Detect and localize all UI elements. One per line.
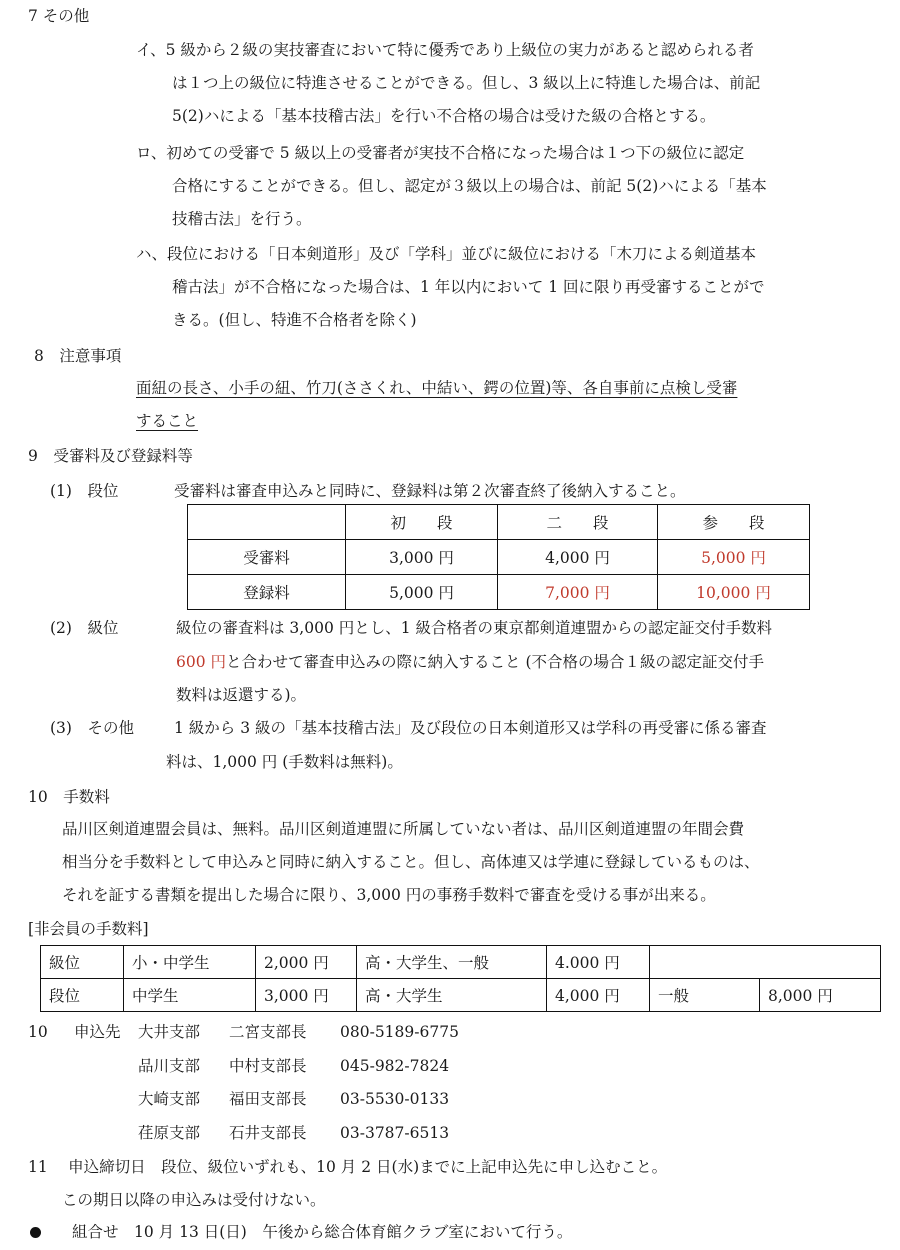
nonmember-dan-group-3: 一般 xyxy=(650,979,760,1012)
section-7-ro-line-3: 技稽古法」を行う。 xyxy=(172,210,312,228)
dan-fee-header-shodan: 初 段 xyxy=(346,505,498,540)
nonmember-dan-group-1: 中学生 xyxy=(124,979,256,1012)
registration-fee-label: 登録料 xyxy=(188,575,346,610)
certificate-fee-amount: 600 円 xyxy=(176,653,227,671)
apply-branch-1: 大井支部 xyxy=(138,1023,201,1041)
section-9-title: 9 受審料及び登録料等 xyxy=(28,447,193,465)
apply-number: 10 xyxy=(28,1023,48,1041)
nonmember-fee-table xyxy=(40,945,881,1012)
registration-fee-sandan: 10,000 円 xyxy=(658,575,810,610)
nonmember-dan-fee-1: 3,000 円 xyxy=(256,979,357,1012)
section-7-i-line-2: は１つ上の級位に特進させることができる。但し、3 級以上に特進した場合は、前記 xyxy=(172,74,761,92)
section-9-1-label: (1) 段位 xyxy=(50,482,119,500)
apply-person-1: 二宮支部長 xyxy=(229,1023,307,1041)
apply-person-4: 石井支部長 xyxy=(229,1124,307,1142)
section-10-line-1: 品川区剣道連盟会員は、無料。品川区剣道連盟に所属していない者は、品川区剣道連盟の年間会費 xyxy=(62,820,745,838)
apply-phone-1: 080-5189-6775 xyxy=(340,1023,459,1041)
section-9-2-label: (2) 級位 xyxy=(50,619,119,637)
section-7-ha-line-3: きる。(但し、特進不合格者を除く) xyxy=(172,311,417,329)
exam-fee-shodan: 3,000 円 xyxy=(346,540,498,575)
section-10-line-2: 相当分を手数料として申込みと同時に納入すること。但し、高体連又は学連に登録しているものは、 xyxy=(62,853,760,871)
section-9-2-line-2 xyxy=(176,652,764,672)
nonmember-kyu-group-2: 高・大学生、一般 xyxy=(357,946,547,979)
section-9-3-line-1: 1 級から 3 級の「基本技稽古法」及び段位の日本剣道形又は学科の再受審に係る審査 xyxy=(174,719,767,737)
section-7-i-line-1: イ、5 級から２級の実技審査において特に優秀であり上級位の実力があると認められる者 xyxy=(136,41,754,59)
section-9-2-line-3: 数料は返還する)。 xyxy=(176,686,307,704)
nonmember-kyu-empty xyxy=(650,946,881,979)
bullet-icon xyxy=(30,1227,41,1238)
section-9-2-line-1: 級位の審査料は 3,000 円とし、1 級合格者の東京都剣道連盟からの認定証交付手数料 xyxy=(176,619,773,637)
nonmember-dan-fee-2: 4,000 円 xyxy=(547,979,650,1012)
section-8-title: 8 注意事項 xyxy=(34,347,122,365)
table-row xyxy=(41,979,881,1012)
section-7-title: 7 その他 xyxy=(28,7,90,25)
section-11-title: 11 申込締切日 段位、級位いずれも、10 月 2 日(水)までに上記申込先に申し込むこと。 xyxy=(28,1158,668,1176)
apply-phone-3: 03-5530-0133 xyxy=(340,1090,450,1108)
apply-branch-3: 大崎支部 xyxy=(138,1090,201,1108)
section-9-2-line-2-text: と合わせて審査申込みの際に納入すること (不合格の場合１級の認定証交付手 xyxy=(226,653,764,671)
table-row xyxy=(188,540,810,575)
section-9-3-label: (3) その他 xyxy=(50,719,134,737)
registration-fee-nidan: 7,000 円 xyxy=(498,575,658,610)
dan-fee-header-sandan: 参 段 xyxy=(658,505,810,540)
apply-phone-2: 045-982-7824 xyxy=(340,1057,450,1075)
nonmember-kyu-label: 級位 xyxy=(41,946,124,979)
section-11-note: この期日以降の申込みは受付けない。 xyxy=(62,1191,326,1209)
section-10-line-3: それを証する書類を提出した場合に限り、3,000 円の事務手数料で審査を受ける事が出来る。 xyxy=(62,886,716,904)
nonmember-kyu-fee-2: 4.000 円 xyxy=(547,946,650,979)
exam-fee-nidan: 4,000 円 xyxy=(498,540,658,575)
section-10-title: 10 手数料 xyxy=(28,788,110,806)
dan-fee-header-nidan: 二 段 xyxy=(498,505,658,540)
nonmember-fee-title: [非会員の手数料] xyxy=(28,920,149,938)
apply-person-2: 中村支部長 xyxy=(229,1057,307,1075)
registration-fee-shodan: 5,000 円 xyxy=(346,575,498,610)
exam-fee-sandan: 5,000 円 xyxy=(658,540,810,575)
apply-branch-2: 品川支部 xyxy=(138,1057,201,1075)
exam-fee-label: 受審料 xyxy=(188,540,346,575)
section-7-ro-line-1: ロ、初めての受審で 5 級以上の受審者が実技不合格になった場合は１つ下の級位に認定 xyxy=(136,144,745,162)
section-7-i-line-3: 5(2)ハによる「基本技稽古法」を行い不合格の場合は受けた級の合格とする。 xyxy=(172,107,716,125)
nonmember-dan-group-2: 高・大学生 xyxy=(357,979,547,1012)
nonmember-kyu-fee-1: 2,000 円 xyxy=(256,946,357,979)
section-7-ha-line-2: 稽古法」が不合格になった場合は、1 年以内において 1 回に限り再受審することがで xyxy=(172,278,765,296)
nonmember-kyu-group-1: 小・中学生 xyxy=(124,946,256,979)
apply-person-3: 福田支部長 xyxy=(229,1090,307,1108)
nonmember-dan-label: 段位 xyxy=(41,979,124,1012)
section-8-notice-line-2: すること xyxy=(136,412,199,430)
apply-phone-4: 03-3787-6513 xyxy=(340,1124,450,1142)
apply-branch-4: 荏原支部 xyxy=(138,1124,201,1142)
table-row xyxy=(41,946,881,979)
dan-fee-header-blank xyxy=(188,505,346,540)
apply-label: 申込先 xyxy=(74,1023,121,1041)
section-9-1-text: 受審料は審査申込みと同時に、登録料は第２次審査終了後納入すること。 xyxy=(174,482,686,500)
section-7-ro-line-2: 合格にすることができる。但し、認定が３級以上の場合は、前記 5(2)ハによる「基本 xyxy=(172,177,767,195)
section-7-ha-line-1: ハ、段位における「日本剣道形」及び「学科」並びに級位における「木刀による剣道基本 xyxy=(136,245,757,263)
table-row xyxy=(188,575,810,610)
dan-fee-header-row xyxy=(188,505,810,540)
nonmember-dan-fee-3: 8,000 円 xyxy=(760,979,881,1012)
section-8-notice-line-1: 面紐の長さ、小手の紐、竹刀(ささくれ、中結い、鍔の位置)等、各自事前に点検し受審 xyxy=(136,379,738,397)
pairing-schedule: 組合せ 10 月 13 日(日) 午後から総合体育館クラブ室において行う。 xyxy=(72,1223,573,1241)
dan-fee-table xyxy=(187,504,810,610)
section-9-3-line-2: 料は、1,000 円 (手数料は無料)。 xyxy=(166,753,403,771)
